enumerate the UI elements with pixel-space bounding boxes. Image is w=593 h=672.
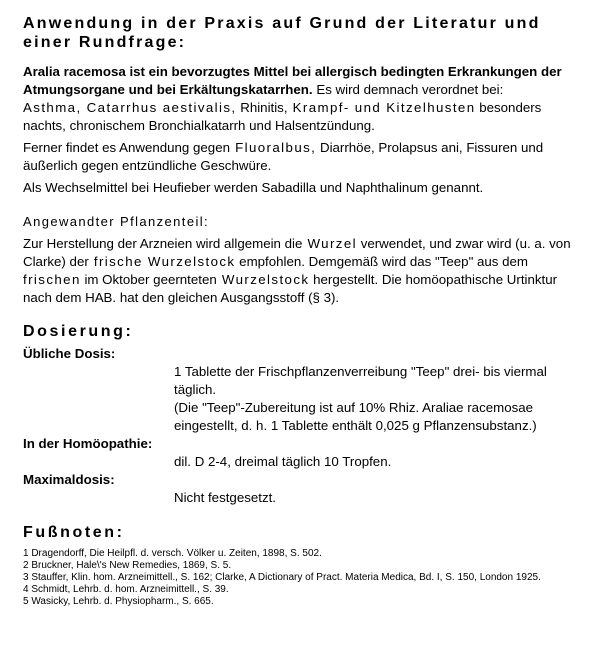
application-spaced: Fluoralbus, — [230, 140, 317, 155]
footnote-item: 3 Stauffer, Klin. hom. Arzneimittell., S. 162; Clarke, A Dictionary of Pract. Materia Medica, Bd. I, S. 150, London 1925. — [23, 572, 541, 583]
intro-rest-text: Es wird demnach verordnet bei: — [312, 82, 504, 97]
indication-plain-2: besonders nachts, chronischem Bronchialkatarrh und Halsentzündung. — [23, 100, 542, 133]
footnote-item: 4 Schmidt, Lehrb. d. hom. Arzneimittell., S. 39. — [23, 584, 229, 595]
dose-usual-text-2: (Die "Teep"-Zubereitung ist auf 10% Rhiz. Araliae racemosae eingestellt, d. h. 1 Tablette enthält 0,025 g Pflanzensubstanz.) — [174, 400, 537, 433]
application-text-a: Ferner findet es Anwendung gegen — [23, 140, 230, 155]
plant-spaced-1: Wurzel — [302, 236, 357, 251]
footnote-item: 5 Wasicky, Lehrb. d. Physiopharm., S. 665. — [23, 596, 214, 607]
intro-bold-text: Aralia racemosa ist ein bevorzugtes Mittel bei allergisch bedingten Erkrankungen der Atmungsorgane und bei Erkältungskatarrhen. — [23, 64, 562, 97]
plant-text-1: Zur Herstellung der Arzneien wird allgemein die — [23, 236, 303, 251]
dose-usual-text-1: 1 Tablette der Frischpflanzenverreibung "Teep" drei- bis viermal täglich. — [174, 364, 547, 397]
dose-max-label: Maximaldosis: — [23, 472, 115, 487]
dose-homoeopathy-text: dil. D 2-4, dreimal täglich 10 Tropfen. — [174, 454, 392, 469]
footnote-item: 2 Bruckner, Hale\'s New Remedies, 1869, S. 5. — [23, 560, 232, 571]
section-heading-fussnoten: Fußnoten: — [23, 524, 125, 541]
section-heading-anwendung: Anwendung in der Praxis auf Grund der Literatur und einer Rundfrage: — [23, 15, 541, 51]
footnote-list — [23, 548, 578, 608]
plant-spaced-4: Wurzelstock — [216, 272, 310, 287]
intro-paragraph — [23, 63, 578, 135]
application-text-b: Diarrhöe, Prolapsus ani, Fissuren und äußerlich gegen entzündliche Geschwüre. — [23, 140, 544, 173]
document-page — [23, 14, 578, 608]
dose-usual-label: Übliche Dosis: — [23, 346, 116, 361]
dose-max-text: Nicht festgesetzt. — [174, 490, 276, 505]
plant-spaced-3: frischen — [23, 272, 81, 287]
section-heading-pflanzenteil: Angewandter Pflanzenteil: — [23, 214, 210, 229]
alternate-remedy-paragraph: Als Wechselmittel bei Heufieber werden Sabadilla und Naphthalinum genannt. — [23, 180, 484, 195]
indication-spaced-1: Asthma, Catarrhus aestivalis, — [23, 100, 237, 115]
application-paragraph — [23, 139, 578, 175]
dose-homoeopathy-label: In der Homöopathie: — [23, 436, 153, 451]
indication-spaced-2: Krampf- und Kitzelhusten — [287, 100, 476, 115]
plant-part-paragraph — [23, 235, 578, 307]
plant-spaced-2: frische Wurzelstock — [88, 254, 236, 269]
plant-text-2: verwendet, und zwar wird (u. a. von Clarke) der — [23, 236, 571, 269]
indication-plain-1: Rhinitis, — [236, 100, 288, 115]
plant-text-4: im Oktober geernteten — [80, 272, 217, 287]
section-heading-dosierung: Dosierung: — [23, 323, 134, 340]
plant-text-5: hergestellt. Die homöopathische Urtinktur nach dem HAB. hat den gleichen Ausgangsstoff (§ 3). — [23, 272, 558, 305]
footnote-item: 1 Dragendorff, Die Heilpfl. d. versch. Völker u. Zeiten, 1898, S. 502. — [23, 548, 322, 559]
plant-text-3: empfohlen. Demgemäß wird das "Teep" aus dem — [235, 254, 528, 269]
